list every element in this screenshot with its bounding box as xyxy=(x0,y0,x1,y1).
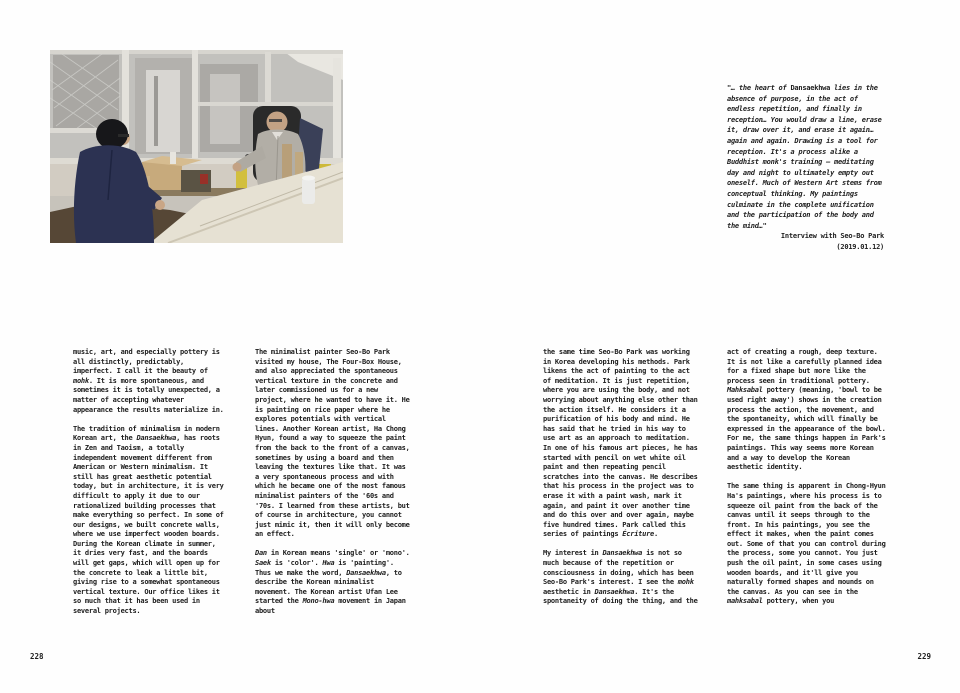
interviewer-glasses xyxy=(118,134,129,137)
page-number-left: 228 xyxy=(30,652,44,661)
building-face-2 xyxy=(210,74,240,144)
window-mullion xyxy=(122,50,129,162)
red-object xyxy=(200,174,208,184)
page-number-right: 229 xyxy=(917,652,931,661)
artist-hand xyxy=(233,163,242,172)
text-column-4: act of creating a rough, deep texture. It is not like a carefully planned idea for a fixed shape but more like the process seen in traditional pottery. Mahksabal pottery (meaning, 'bowl to be used right away') shows in the creation process the action, the movement, and the spontaneity, which will finally be expressed in the appearance of the bowl. For me, the same things happen in Park's paintings. This way seems more Korean and a way to develop the Korean aesthetic identity. The same thing is apparent in Chong-Hyun Ha's paintings, where his process is to squeeze oil paint from the back of the canvas until it seeps through to the front. In his paintings, you see the effect it makes, when the paint comes out. Some of that you can control during the process, some you cannot. You just push the oil paint, in some cases using wooden boards, and it'll give you naturally formed shapes and mounds on the canvas. As you can see in the mahksabal pottery, when you xyxy=(727,348,886,606)
text-column-2: The minimalist painter Seo-Bo Park visited my house, The Four-Box House, and also appreciated the spontaneous vertical texture in the concrete and later commissioned us for a new project, where he wanted to have it. He is painting on rice paper where he explores potentials with vertical lines. Another Korean artist, Ha Chong Hyun, found a way to squeeze the paint from the back to the front of a canvas, sometimes by using a board and then leaving the textures like that. It was a very spontaneous process and with which he became one of the most famous minimalist painters of the '60s and '70s. I learned from these artists, but of course in architecture, you cannot just mimic it, then it will only become an effect. Dan in Korean means 'single' or 'mono'. Saek is 'color'. Hwa is 'painting'. Thus we make the word, Dansaekhwa, to describe the Korean minimalist movement. The Korean artist Ufan Lee started the Mono-hwa movement in Japan about xyxy=(255,348,410,616)
interview-photo xyxy=(50,50,343,243)
window-mullion xyxy=(333,58,341,160)
interviewer-hand xyxy=(155,200,165,210)
building-line xyxy=(154,76,158,146)
quote-attribution: Interview with Seo-Bo Park xyxy=(780,232,884,241)
quote-text: "… the heart of Dansaekhwa lies in the absence of purpose, in the act of endless repetition, and finally in reception… You would draw a line, erase it, draw over it, and erase it again… again and again. Drawing is a tool for reception. It's a process alike a Buddhist monk's training – meditating day and night to ultimately empty out oneself. Much of Western Art stems from conceptual thinking. My paintings culminate in the complete unification and the participation of the body and the mind…" xyxy=(727,84,882,230)
text-column-3: the same time Seo-Bo Park was working in Korea developing his methods. Park likens the act of painting to the act of meditation. It is just repetition, where you are using the body, and not worrying about anything else other than the action itself. He considers it a purification of his body and mind. He has said that he tried in his way to use art as an approach to meditation. In one of his famous art pieces, he has started with pencil on wet white oil paint and then repeating pencil scratches into the canvas. He describes that his process in the project was to erase it with a paint wash, mark it again, and paint it over another time and do this over and over again, maybe five hundred times. Park called this series of paintings Écriture. My interest in Dansaekhwa is not so much because of the repetition or consciousness in doing, which has been Seo-Bo Park's interest. I see the mohk aesthetic in Dansaekhwa. It's the spontaneity of doing the thing, and the xyxy=(543,348,698,606)
text-column-1: music, art, and especially pottery is all distinctly, predictably, imperfect. I call it the beauty of mohk. It is more spontaneous, and sometimes it is totally unexpected, a matter of accepting whatever appearance the results materialize in. The tradition of minimalism in modern Korean art, the Dansaekhwa, has roots in Zen and Taoism, a totally independent movement different from American or Western minimalism. It still has great aesthetic potential today, but in architecture, it is very difficult to apply it due to our rationalized building processes that make everything so perfect. In some of our designs, we built concrete walls, where we use imperfect wooden boards. During the Korean climate in summer, it dries very fast, and the boards will get gaps, which will open up for the concrete to leak a little bit, giving rise to a somewhat spontaneous vertical texture. Our office likes it so much that it has been used in several projects. xyxy=(73,348,224,616)
building-face xyxy=(146,70,180,152)
artist-glasses xyxy=(269,119,282,122)
white-bottle xyxy=(170,152,176,164)
window-mullion xyxy=(192,50,198,160)
quote-date: (2019.01.12) xyxy=(836,242,884,251)
interview-photo-illustration xyxy=(50,50,343,243)
window-midrail xyxy=(198,102,333,106)
white-cylinder xyxy=(302,178,315,204)
pull-quote xyxy=(727,83,884,253)
white-cylinder-top xyxy=(302,176,315,181)
